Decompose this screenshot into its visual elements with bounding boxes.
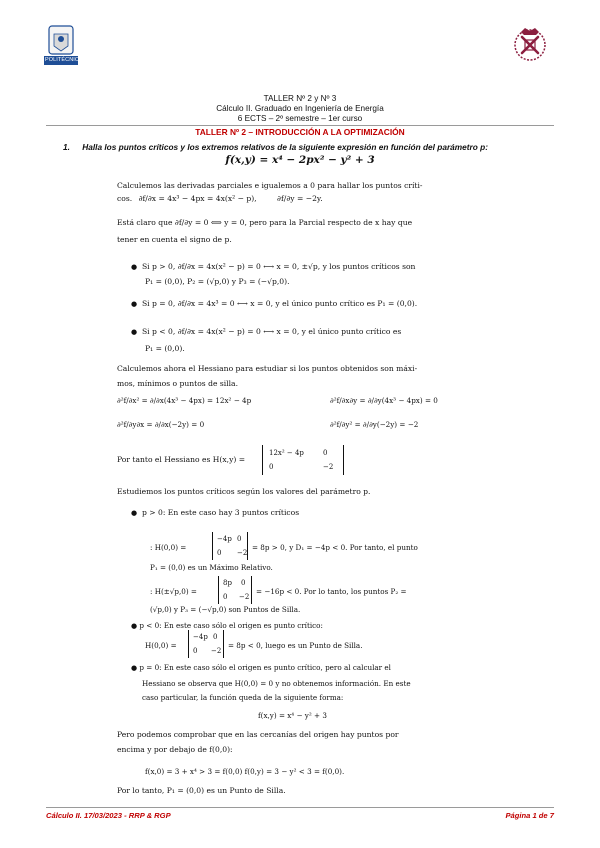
dfdy-equation: ∂f/∂y = −2y. — [277, 194, 323, 203]
case-1a-result: = 8p > 0, y D₁ = −4p < 0. Por tanto, el punto — [252, 543, 418, 552]
case-p-positive-text: p > 0: En este caso hay 3 puntos críticos — [141, 508, 300, 517]
case-p-zero-text: p = 0: En este caso sólo el origen es punto crítico, pero al calcular el — [139, 663, 391, 672]
bullet-p-zero: ● Si p = 0, ∂f/∂x = 4x³ = 0 ⟷ x = 0, y el único punto crítico es P₁ = (0,0). — [131, 299, 418, 308]
body-line-10: encima y por debajo de f(0,0): — [117, 745, 233, 754]
matrix-cell: 0 — [323, 449, 328, 457]
case-1b-matrix — [218, 576, 252, 604]
matrix-cell: 0 — [241, 579, 246, 587]
body-line-8: Estudiemos los puntos críticos según los valores del parámetro p. — [117, 487, 371, 496]
bullet-p-positive-cont: P₁ = (0,0), P₂ = (√p,0) y P₃ = (−√p,0). — [145, 277, 290, 286]
case-1b-result: = −16p < 0. Por lo tanto, los puntos P₂ = — [256, 587, 407, 596]
hessian-matrix — [262, 445, 344, 475]
footer-divider — [46, 807, 554, 808]
case-1a-label: : H(0,0) = — [150, 543, 187, 552]
matrix-cell: 12x² − 4p — [269, 449, 304, 457]
case-p-zero-line-2: Hessiano se observa que H(0,0) = 0 y no obtenemos información. En este — [142, 679, 411, 688]
bullet-p-negative-text: Si p < 0, ∂f/∂x = 4x(x² − p) = 0 ⟷ x = 0, y el único punto crítico es — [141, 327, 402, 336]
case-p-negative-text: p < 0: En este caso sólo el origen es punto crítico: — [139, 621, 323, 630]
case-2-matrix — [188, 630, 224, 658]
body-line-1: Calculemos las derivadas parciales e igualemos a 0 para hallar los puntos críti- — [117, 181, 423, 190]
problem-formula: f(x,y) = x⁴ − 2px² − y² + 3 — [225, 154, 375, 166]
footer-left: Cálculo II. 17/03/2023 - RRP & RGP — [46, 811, 171, 820]
bullet-p-negative-cont: P₁ = (0,0). — [145, 344, 185, 353]
matrix-cell: 0 — [269, 463, 274, 471]
hessian-fyx: ∂²f/∂y∂x = ∂/∂x(−2y) = 0 — [117, 420, 205, 429]
comparison-equation: f(x,0) = 3 + x⁴ > 3 = f(0,0) f(0,y) = 3 − y² < 3 = f(0,0). — [145, 767, 345, 776]
case-1a-conclusion: P₁ = (0,0) es un Máximo Relativo. — [150, 563, 273, 572]
header-line-1: TALLER Nº 2 y Nº 3 — [263, 94, 337, 103]
matrix-cell: 0 — [213, 633, 218, 641]
bullet-p-positive: ● Si p > 0, ∂f/∂x = 4x(x² − p) = 0 ⟷ x = 0, ±√p, y los puntos críticos son — [131, 262, 416, 271]
body-line-3: Está claro que ∂f/∂y = 0 ⟺ y = 0, pero para la Parcial respecto de x hay que — [117, 218, 413, 227]
body-line-2a: cos. — [117, 194, 133, 203]
page-number: Página 1 de 7 — [505, 811, 554, 820]
matrix-cell: −4p — [193, 633, 208, 641]
upm-logo-label: POLITÉCNICA — [45, 57, 83, 63]
body-line-9: Pero podemos comprobar que en las cercanías del origen hay puntos por — [117, 730, 399, 739]
problem-number: 1. — [63, 142, 70, 152]
matrix-cell: 0 — [217, 549, 222, 557]
case-1a-matrix — [212, 532, 248, 560]
case-1b-conclusion: (√p,0) y P₃ = (−√p,0) son Puntos de Silla. — [150, 605, 301, 614]
case-p-zero: ● p = 0: En este caso sólo el origen es punto crítico, pero al calcular el — [131, 663, 391, 672]
case-2-result: = 8p < 0, luego es un Punto de Silla. — [228, 641, 363, 650]
divider — [46, 125, 554, 126]
case-1b-label: : H(±√p,0) = — [150, 587, 197, 596]
matrix-cell: −2 — [237, 549, 248, 557]
header-line-3: 6 ECTS – 2º semestre – 1er curso — [237, 114, 363, 123]
body-line-6: mos, mínimos o puntos de silla. — [117, 379, 238, 388]
upm-logo — [44, 24, 83, 68]
problem-statement: Halla los puntos críticos y los extremos relativos de la siguiente expresión en función del parámetro p: — [82, 142, 488, 152]
matrix-cell: −2 — [323, 463, 334, 471]
matrix-cell: 0 — [237, 535, 242, 543]
header-line-2: Cálculo II. Graduado en Ingeniería de Energía — [216, 104, 384, 113]
school-crest-icon — [510, 24, 550, 64]
hessian-fxy: ∂²f/∂x∂y = ∂/∂y(4x³ − 4px) = 0 — [330, 396, 438, 405]
bullet-p-negative: ● Si p < 0, ∂f/∂x = 4x(x² − p) = 0 ⟷ x = 0, y el único punto crítico es — [131, 327, 402, 336]
case-2-label: H(0,0) = — [145, 641, 177, 650]
conclusion-line: Por lo tanto, P₁ = (0,0) es un Punto de Silla. — [117, 786, 286, 795]
hessian-fyy: ∂²f/∂y² = ∂/∂y(−2y) = −2 — [330, 420, 419, 429]
matrix-cell: −2 — [211, 647, 222, 655]
case-p-zero-equation: f(x,y) = x⁴ − y² + 3 — [258, 711, 327, 720]
body-line-5: Calculemos ahora el Hessiano para estudiar si los puntos obtenidos son máxi- — [117, 364, 418, 373]
case-p-negative: ● p < 0: En este caso sólo el origen es punto crítico: — [131, 621, 323, 630]
body-line-4: tener en cuenta el signo de p. — [117, 235, 232, 244]
dfdx-equation: ∂f/∂x = 4x³ − 4px = 4x(x² − p), — [138, 194, 257, 203]
hessian-fxx: ∂²f/∂x² = ∂/∂x(4x³ − 4px) = 12x² − 4p — [117, 396, 252, 405]
case-p-zero-line-3: caso particular, la función queda de la siguiente forma: — [142, 693, 344, 702]
hessian-label: Por tanto el Hessiano es H(x,y) = — [117, 455, 246, 464]
bullet-p-positive-text: Si p > 0, ∂f/∂x = 4x(x² − p) = 0 ⟷ x = 0, ±√p, y los puntos críticos son — [141, 262, 416, 271]
matrix-cell: 8p — [223, 579, 232, 587]
matrix-cell: −4p — [217, 535, 232, 543]
matrix-cell: 0 — [223, 593, 228, 601]
matrix-cell: −2 — [239, 593, 250, 601]
section-title: TALLER Nº 2 – INTRODUCCIÓN A LA OPTIMIZACIÓN — [195, 127, 405, 137]
case-p-positive: ● p > 0: En este caso hay 3 puntos críticos — [131, 508, 300, 517]
bullet-p-zero-text: Si p = 0, ∂f/∂x = 4x³ = 0 ⟷ x = 0, y el único punto crítico es P₁ = (0,0). — [141, 299, 418, 308]
matrix-cell: 0 — [193, 647, 198, 655]
